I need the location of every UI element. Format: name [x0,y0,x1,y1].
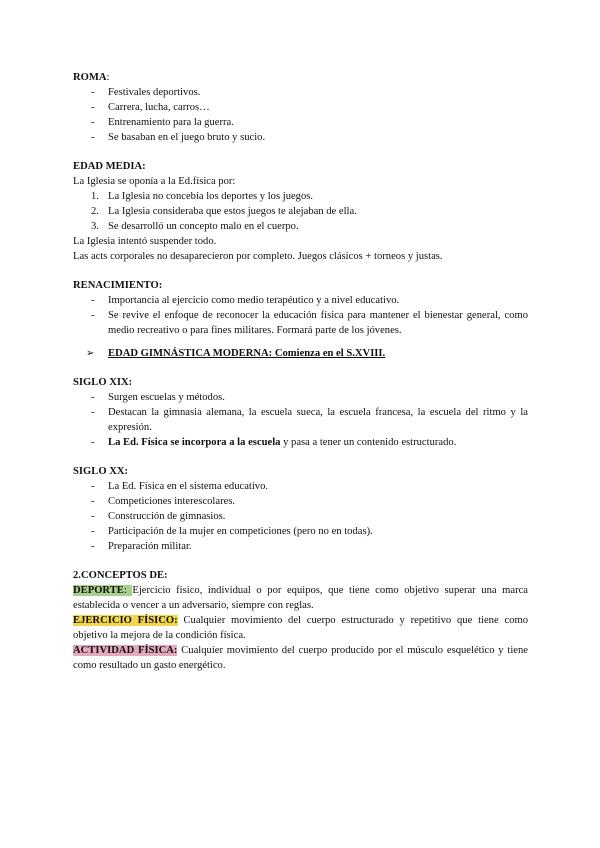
edad-media-intro: La Iglesia se oponía a la Ed.física por: [73,176,236,187]
dash-marker: - [91,437,95,448]
section-conceptos [73,568,528,673]
renacimiento-title: RENACIMIENTO: [73,280,163,291]
section-siglo-xx [73,464,528,554]
list-item-text [108,435,528,450]
dash-marker: - [91,87,95,98]
siglo-xix-title: SIGLO XIX: [73,377,133,388]
term-ejercicio-fisico: EJERCICIO FÍSICO: [73,615,178,626]
list-item [73,479,528,494]
list-item-text: Entrenamiento para la guerra. [108,117,234,128]
arrow-bullet-icon: ➢ [86,348,95,359]
list-item [73,390,528,405]
list-item-text: Competiciones interescolares. [108,496,236,507]
term-actividad-fisica: ACTIVIDAD FÍSICA: [73,645,178,656]
list-item [73,115,528,130]
list-item [73,539,528,554]
numbered-item-text: La Iglesia consideraba que estos juegos te alejaban de ella. [108,206,357,217]
phrase-rest: y pasa a tener un contenido estructurado. [280,437,457,448]
numbered-item [73,219,528,234]
list-item-text: Surgen escuelas y métodos. [108,392,225,403]
number-marker: 3. [91,221,99,232]
list-item [73,524,528,539]
section-edad-media [73,159,528,264]
definition-ejercicio-fisico [73,613,528,643]
dash-marker: - [91,541,95,552]
section-roma [73,70,528,145]
dash-marker: - [91,526,95,537]
dash-marker: - [91,496,95,507]
dash-marker: - [91,407,95,418]
section-siglo-xix [73,375,528,450]
list-item-text: Se revive el enfoque de reconocer la educación física para mantener el bienestar general, como medio recreativo o para fines militares. Formará parte de los jóvenes. [108,310,528,336]
definition-deporte [73,583,528,613]
list-item-text: Festivales deportivos. [108,87,201,98]
dash-marker: - [91,511,95,522]
list-item [73,509,528,524]
list-item-text: Se basaban en el juego bruto y sucio. [108,132,266,143]
list-item [73,85,528,100]
list-item-text: Destacan la gimnasia alemana, la escuela sueca, la escuela francesa, la escuela del ritmo y la expresión. [108,407,528,433]
number-marker: 2. [91,206,99,217]
list-item [73,435,528,450]
gimnastica-heading [86,346,528,361]
dash-marker: - [91,310,95,321]
numbered-item-text: Se desarrolló un concepto malo en el cuerpo. [108,221,299,232]
term-deporte: DEPORTE [73,585,124,596]
list-item-text: Importancia al ejercicio como medio terapéutico y a nivel educativo. [108,295,400,306]
list-item [73,405,528,435]
roma-colon: : [106,72,110,83]
definition-text: Cualquier movimiento del cuerpo estructurado y repetitivo que tiene como objetivo la mejora de la condición física. [73,615,528,641]
dash-marker: - [91,102,95,113]
list-item [73,308,528,338]
dash-marker: - [91,132,95,143]
term-separator: : [123,585,133,596]
numbered-item [73,189,528,204]
dash-marker: - [91,295,95,306]
dash-marker: - [91,117,95,128]
document-body [73,70,528,673]
section-renacimiento [73,278,528,338]
numbered-item [73,204,528,219]
dash-marker: - [91,481,95,492]
bold-phrase: La Ed. Física se incorpora a la escuela [108,437,281,448]
definition-text: Cualquier movimiento del cuerpo producido por el músculo esquelético y tiene como resultado un gasto energético. [73,645,528,671]
conceptos-title: 2.CONCEPTOS DE: [73,570,168,581]
definition-actividad-fisica [73,643,528,673]
list-item-text: Participación de la mujer en competiciones (pero no en todas). [108,526,373,537]
definition-text: Ejercicio físico, individual o por equipos, que tiene como objetivo superar una marca establecida o vencer a un adversario, siempre con reglas. [73,585,528,611]
edad-media-title: EDAD MEDIA: [73,161,146,172]
list-item [73,293,528,308]
roma-heading [73,70,528,85]
dash-marker: - [91,392,95,403]
list-item [73,100,528,115]
number-marker: 1. [91,191,99,202]
gimnastica-text: EDAD GIMNÁSTICA MODERNA: Comienza en el S.XVIII. [108,348,386,359]
list-item-text: Preparación militar. [108,541,192,552]
list-item-text: Construcción de gimnasios. [108,511,226,522]
siglo-xx-title: SIGLO XX: [73,466,129,477]
roma-title: ROMA [73,72,107,83]
list-item-text: Carrera, lucha, carros… [108,102,210,113]
list-item-text: La Ed. Física en el sistema educativo. [108,481,269,492]
edad-media-line: Las acts corporales no desaparecieron por completo. Juegos clásicos + torneos y justas. [73,251,443,262]
numbered-item-text: La Iglesia no concebía los deportes y los juegos. [108,191,314,202]
list-item [73,494,528,509]
edad-media-line: La Iglesia intentó suspender todo. [73,236,217,247]
list-item [73,130,528,145]
